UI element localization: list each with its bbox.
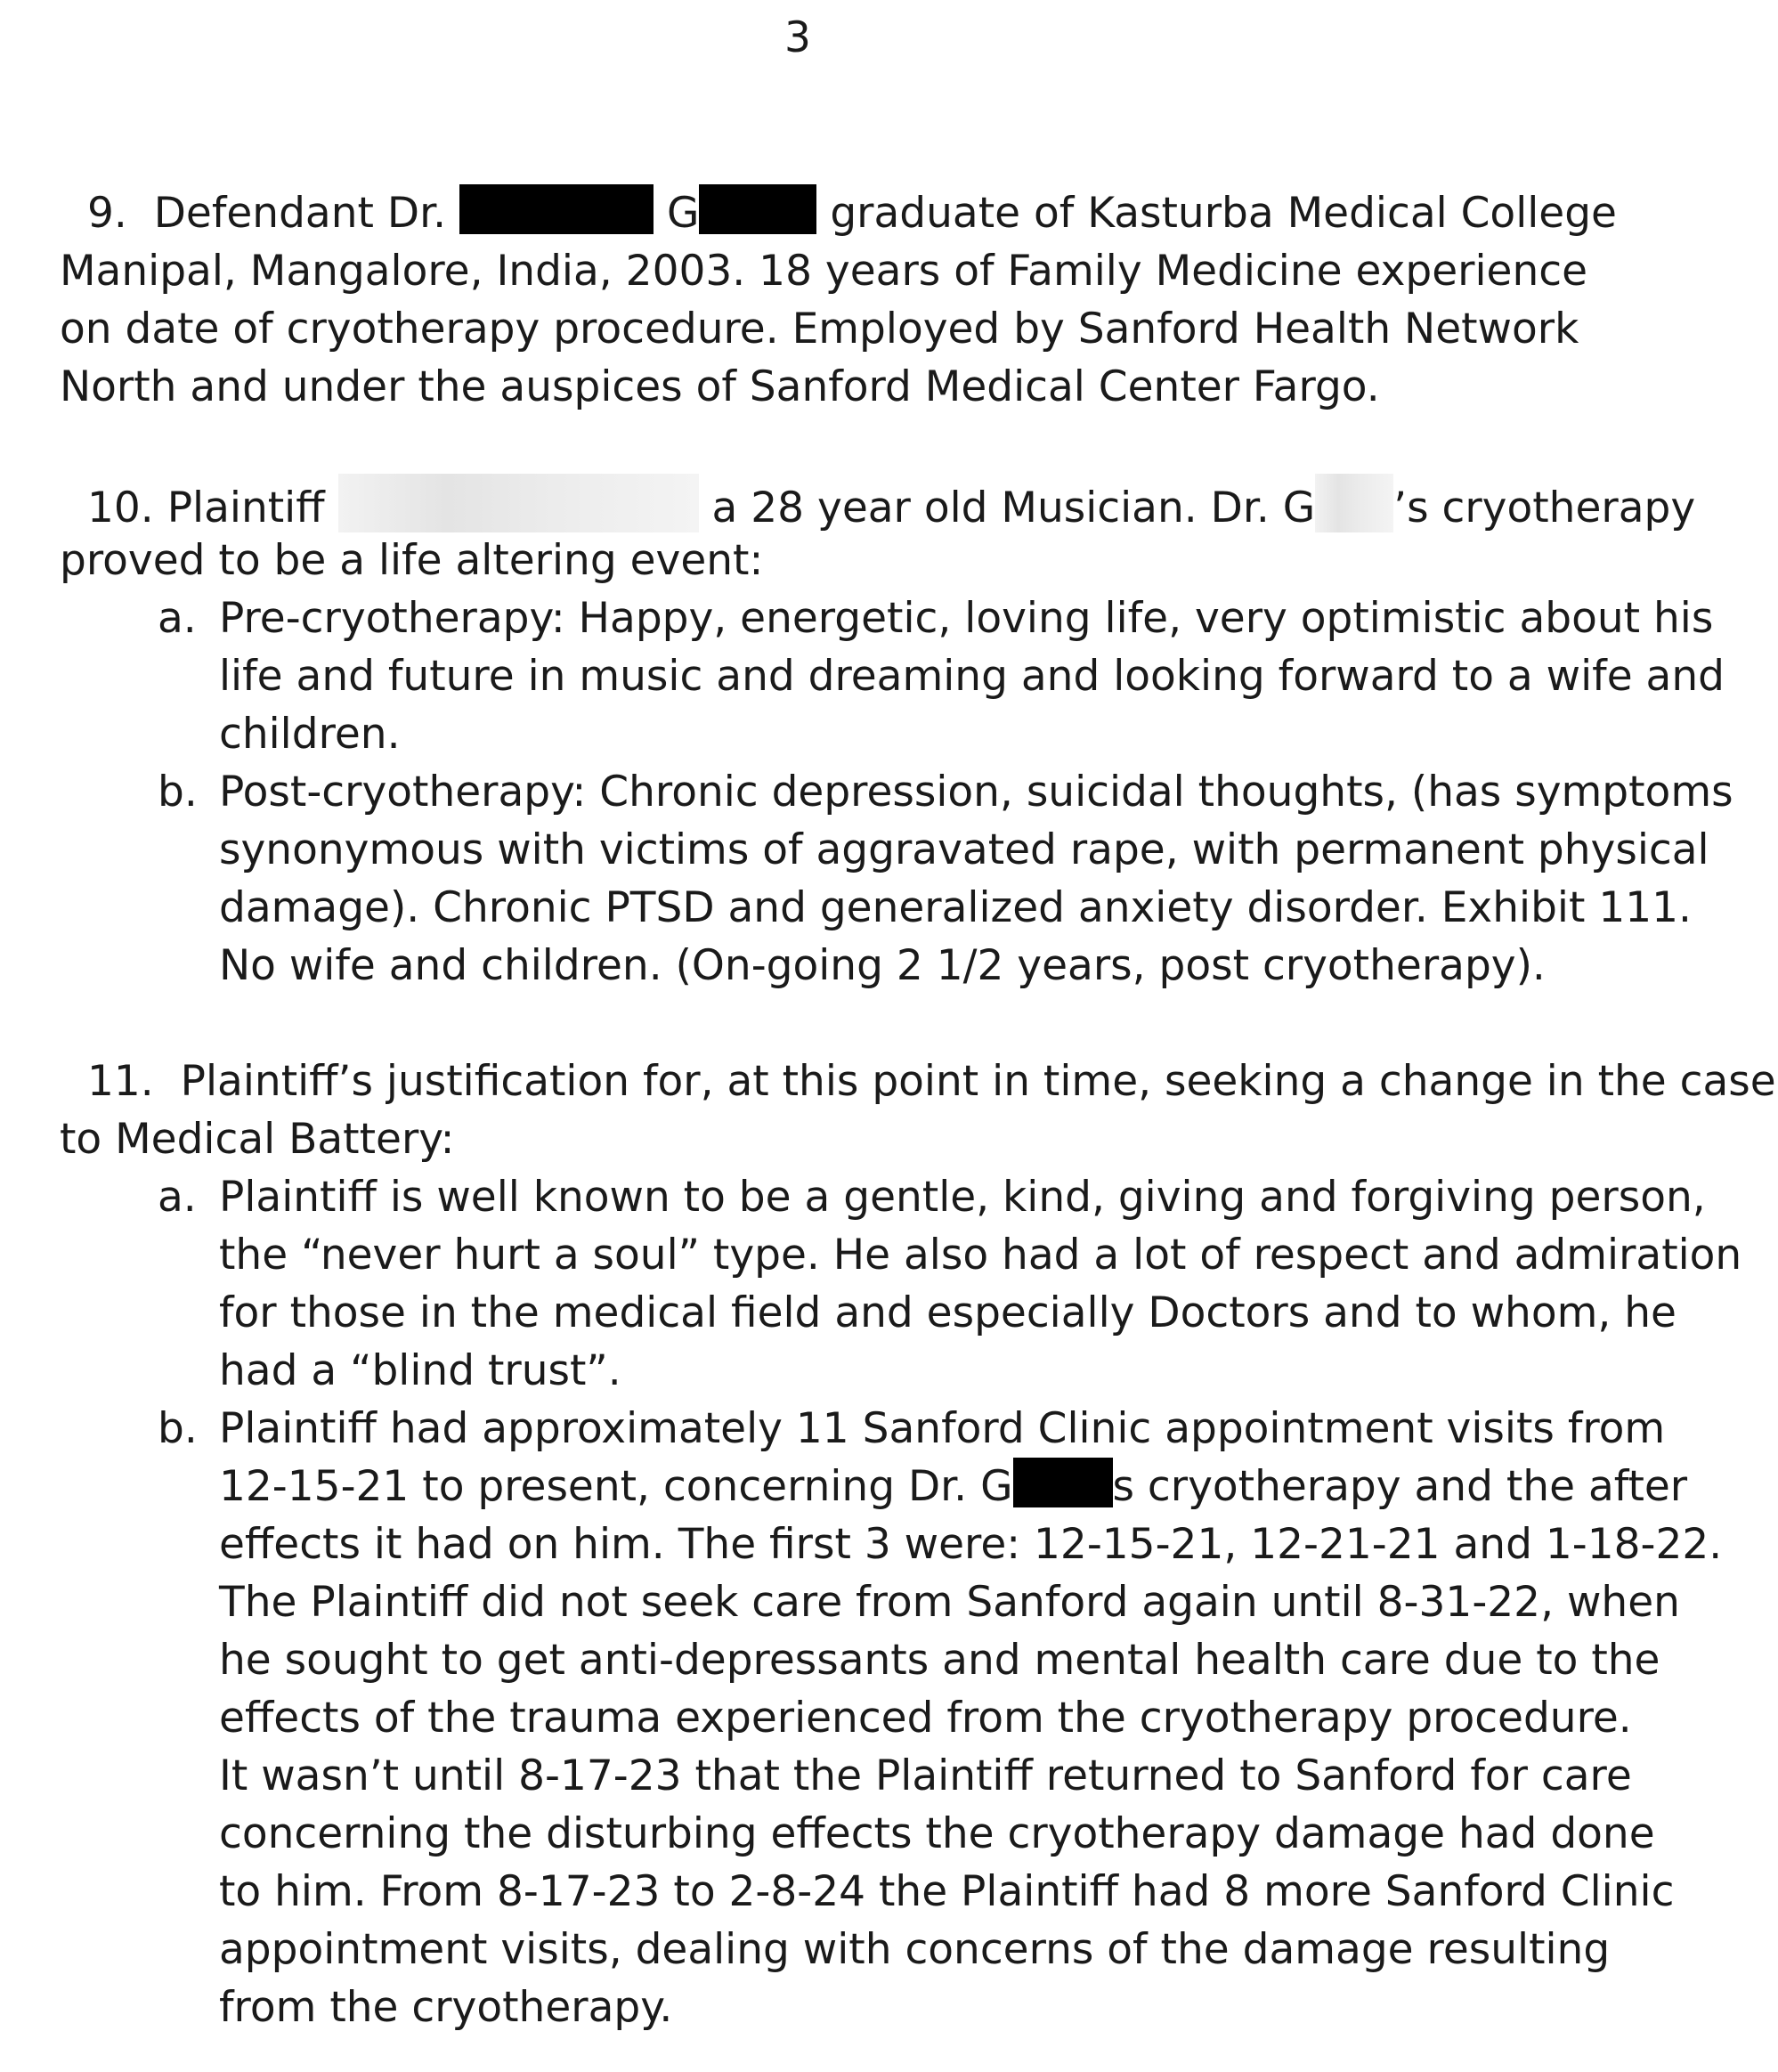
page-number: 3 bbox=[784, 13, 811, 62]
paragraph-11b-line-2 bbox=[219, 1458, 1687, 1515]
paragraph-10b-line-3: damage). Chronic PTSD and generalized anxiety disorder. Exhibit 111. bbox=[219, 883, 1692, 932]
paragraph-9-text: Defendant Dr. bbox=[153, 189, 447, 238]
paragraph-10a-line-1: Pre-cryotherapy: Happy, energetic, loving life, very optimistic about his bbox=[219, 594, 1714, 643]
redaction-box bbox=[459, 184, 654, 234]
paragraph-10a-line-2: life and future in music and dreaming and looking forward to a wife and bbox=[219, 652, 1725, 701]
paragraph-11b-line-9: to him. From 8-17-23 to 2-8-24 the Plaintiff had 8 more Sanford Clinic bbox=[219, 1867, 1675, 1916]
paragraph-9-line-4: North and under the auspices of Sanford Medical Center Fargo. bbox=[60, 362, 1380, 411]
paragraph-11b-line-7: It wasn’t until 8-17-23 that the Plaintiff returned to Sanford for care bbox=[219, 1751, 1632, 1800]
paragraph-11b-line-4: The Plaintiff did not seek care from Sanford again until 8-31-22, when bbox=[219, 1578, 1680, 1627]
paragraph-11a-line-2: the “never hurt a soul” type. He also had a lot of respect and admiration bbox=[219, 1231, 1742, 1280]
list-label-a: a. bbox=[158, 594, 197, 643]
paragraph-11b-line-5: he sought to get anti-depressants and mental health care due to the bbox=[219, 1636, 1660, 1685]
paragraph-11b-text: s cryotherapy and the after bbox=[1112, 1462, 1688, 1511]
paragraph-11b-line-6: effects of the trauma experienced from the cryotherapy procedure. bbox=[219, 1694, 1632, 1743]
paragraph-10b-line-2: synonymous with victims of aggravated rape, with permanent physical bbox=[219, 825, 1709, 874]
paragraph-10-text: ’s cryotherapy bbox=[1393, 483, 1696, 532]
paragraph-9-line-1 bbox=[87, 184, 1617, 242]
paragraph-9-line-2: Manipal, Mangalore, India, 2003. 18 years of Family Medicine experience bbox=[60, 247, 1588, 296]
redaction-box bbox=[1013, 1458, 1113, 1507]
paragraph-9-text: G bbox=[666, 189, 700, 238]
paragraph-10-number: 10. bbox=[87, 483, 154, 532]
paragraph-11a-line-1: Plaintiff is well known to be a gentle, kind, giving and forgiving person, bbox=[219, 1173, 1706, 1222]
paragraph-10b-line-1: Post-cryotherapy: Chronic depression, suicidal thoughts, (has symptoms bbox=[219, 768, 1733, 817]
blurred-redaction bbox=[338, 474, 699, 532]
paragraph-11-text: Plaintiff’s justification for, at this point in time, seeking a change in the case bbox=[180, 1057, 1776, 1106]
paragraph-10-text: Plaintiff bbox=[166, 483, 325, 532]
paragraph-10-text: a 28 year old Musician. Dr. G bbox=[711, 483, 1316, 532]
list-label-b: b. bbox=[158, 768, 198, 817]
paragraph-10-line-1 bbox=[87, 474, 1695, 537]
paragraph-10b-line-4: No wife and children. (On-going 2 1/2 years, post cryotherapy). bbox=[219, 941, 1546, 990]
paragraph-10-line-2: proved to be a life altering event: bbox=[60, 536, 764, 585]
list-label-b: b. bbox=[158, 1404, 198, 1453]
blurred-redaction bbox=[1315, 474, 1393, 532]
paragraph-9-line-3: on date of cryotherapy procedure. Employed by Sanford Health Network bbox=[60, 305, 1579, 353]
redaction-box bbox=[699, 184, 816, 234]
paragraph-11b-line-1: Plaintiff had approximately 11 Sanford Clinic appointment visits from bbox=[219, 1404, 1666, 1453]
paragraph-11b-line-3: effects it had on him. The first 3 were: 12-15-21, 12-21-21 and 1-18-22. bbox=[219, 1520, 1723, 1569]
paragraph-9-number: 9. bbox=[87, 189, 127, 238]
paragraph-11-line-1 bbox=[87, 1052, 1776, 1110]
paragraph-11-line-2: to Medical Battery: bbox=[60, 1115, 455, 1164]
paragraph-11b-line-11: from the cryotherapy. bbox=[219, 1983, 673, 2032]
paragraph-11b-text: 12-15-21 to present, concerning Dr. G bbox=[219, 1462, 1013, 1511]
paragraph-10a-line-3: children. bbox=[219, 710, 401, 759]
list-label-a: a. bbox=[158, 1173, 197, 1222]
paragraph-11-number: 11. bbox=[87, 1057, 154, 1106]
paragraph-9-text: graduate of Kasturba Medical College bbox=[830, 189, 1617, 238]
paragraph-11a-line-3: for those in the medical field and especially Doctors and to whom, he bbox=[219, 1288, 1677, 1337]
paragraph-11b-line-8: concerning the disturbing effects the cryotherapy damage had done bbox=[219, 1809, 1655, 1858]
paragraph-11a-line-4: had a “blind trust”. bbox=[219, 1346, 621, 1395]
paragraph-11b-line-10: appointment visits, dealing with concerns of the damage resulting bbox=[219, 1925, 1611, 1974]
